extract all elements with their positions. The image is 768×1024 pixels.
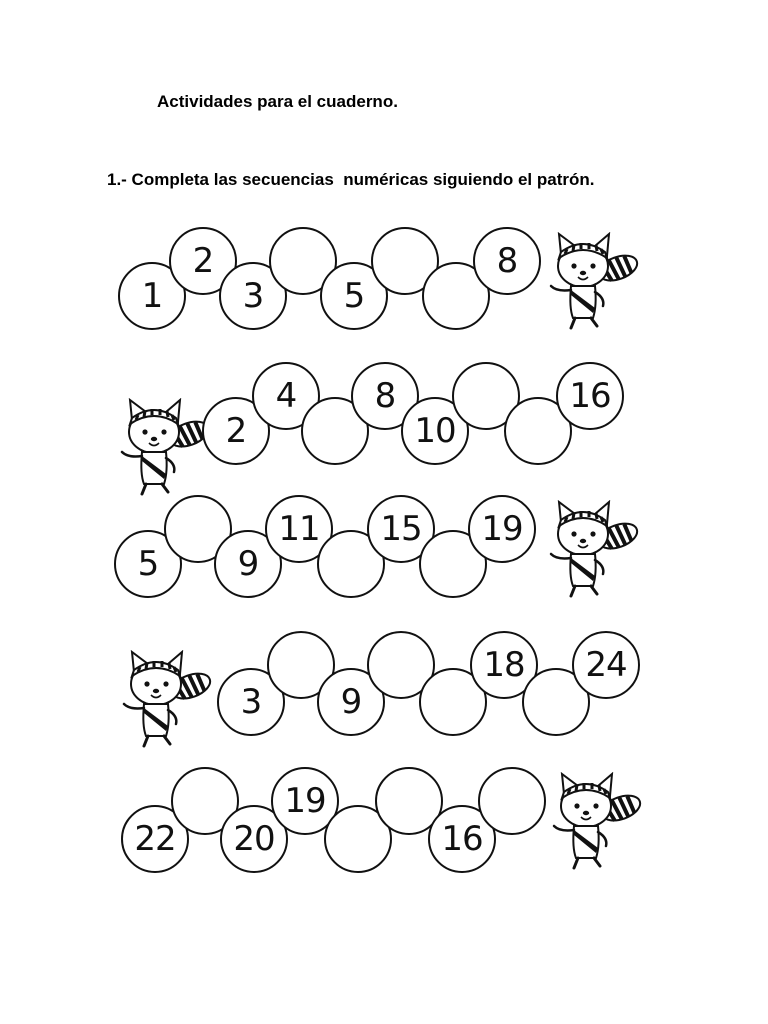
number-circle: 15 xyxy=(367,495,435,563)
raccoon-mascot-icon xyxy=(543,500,639,600)
number-circle: 8 xyxy=(351,362,419,430)
number-circle: 16 xyxy=(556,362,624,430)
number-circle: 3 xyxy=(219,262,287,330)
number-circle: 16 xyxy=(428,805,496,873)
number-circle: 9 xyxy=(317,668,385,736)
blank-number-circle[interactable] xyxy=(478,767,546,835)
number-circle: 10 xyxy=(401,397,469,465)
number-circle: 11 xyxy=(265,495,333,563)
number-circle: 19 xyxy=(468,495,536,563)
number-circle: 24 xyxy=(572,631,640,699)
number-circle: 19 xyxy=(271,767,339,835)
instruction-text: 1.- Completa las secuencias numéricas siguiendo el patrón. xyxy=(107,170,595,189)
raccoon-mascot-icon xyxy=(116,650,212,750)
number-circle: 3 xyxy=(217,668,285,736)
number-circle: 22 xyxy=(121,805,189,873)
raccoon-mascot-icon xyxy=(546,772,642,872)
number-circle: 18 xyxy=(470,631,538,699)
number-circle: 2 xyxy=(202,397,270,465)
number-circle: 2 xyxy=(169,227,237,295)
number-circle: 5 xyxy=(114,530,182,598)
number-circle: 4 xyxy=(252,362,320,430)
raccoon-mascot-icon xyxy=(543,232,639,332)
number-circle: 9 xyxy=(214,530,282,598)
raccoon-mascot-icon xyxy=(114,398,210,498)
number-circle: 5 xyxy=(320,262,388,330)
number-circle: 20 xyxy=(220,805,288,873)
number-circle: 8 xyxy=(473,227,541,295)
page-title: Actividades para el cuaderno. xyxy=(157,92,398,111)
number-circle: 1 xyxy=(118,262,186,330)
